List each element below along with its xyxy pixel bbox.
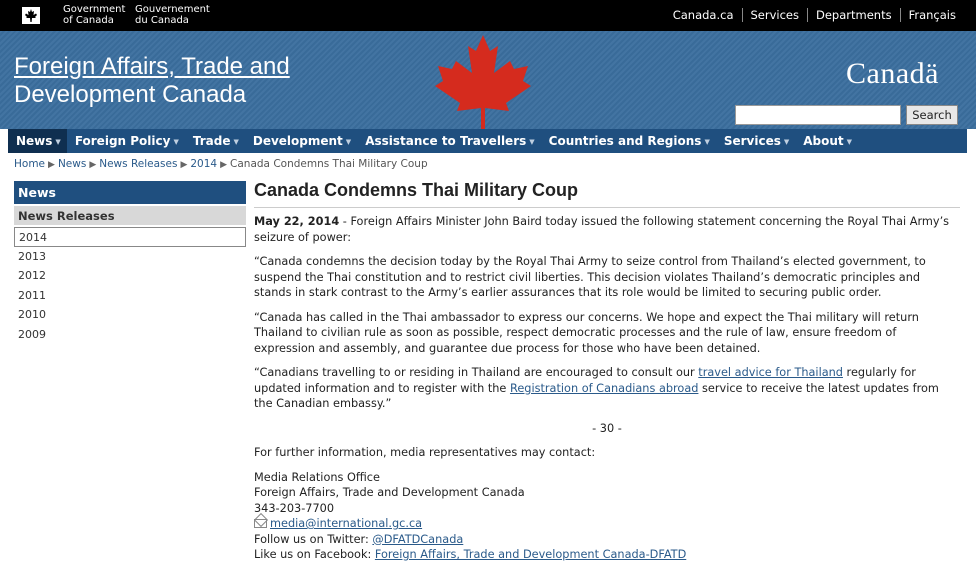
breadcrumb-news-releases[interactable]: News Releases — [99, 158, 178, 170]
nav-foreign-policy[interactable] — [67, 129, 185, 153]
contact-block — [254, 470, 960, 563]
nav-assistance-to-travellers[interactable] — [357, 129, 540, 153]
link-services[interactable]: Services — [742, 8, 808, 22]
gov-name-en-line2: of Canada — [63, 15, 114, 26]
article-intro-text: - Foreign Affairs Minister John Baird today issued the following statement concerning the Royal Thai Army’s seizure of power: — [254, 215, 950, 244]
facebook-label: Like us on Facebook: — [254, 548, 375, 561]
nav-trade-label: Trade — [192, 134, 231, 148]
section-navigation — [14, 181, 246, 344]
nav-countries-and-regions[interactable] — [541, 129, 716, 153]
facebook-link[interactable]: Foreign Affairs, Trade and Development Canada-DFATD — [374, 548, 687, 561]
site-title[interactable] — [14, 53, 290, 109]
section-nav-year-2010[interactable]: 2010 — [18, 308, 46, 321]
section-nav-year-2013[interactable]: 2013 — [18, 249, 46, 263]
breadcrumb-news[interactable]: News — [57, 158, 87, 170]
government-links — [665, 8, 964, 22]
article-content — [254, 178, 960, 563]
contact-office: Media Relations Office — [254, 470, 380, 484]
chevron-down-icon: ▼ — [783, 138, 790, 146]
contact-department: Foreign Affairs, Trade and Development Canada — [254, 486, 525, 499]
travel-advice-link[interactable]: travel advice for Thailand — [698, 366, 843, 379]
article-paragraph-1: “Canada condemns the decision today by the Royal Thai Army to seize control from Thailand’s elected government, to suspend the Thai constitution and to restrict civil liberties. This decision violates Thailand’s democratic principles and stands in stark contrast to the Army’s earlier assurances that its role would be limited to securing public order. — [254, 255, 926, 299]
page-title: Canada Condemns Thai Military Coup — [254, 178, 960, 208]
nav-foreign-policy-label: Foreign Policy — [74, 134, 171, 148]
chevron-right-icon: ▶ — [89, 160, 97, 170]
nav-trade[interactable] — [185, 129, 245, 153]
article-date: May 22, 2014 — [254, 215, 340, 228]
breadcrumb — [14, 158, 428, 170]
canada-flag-icon — [14, 7, 48, 24]
nav-services[interactable] — [716, 129, 795, 153]
section-nav-year-2009[interactable]: 2009 — [18, 327, 46, 341]
canada-wordmark: Canadä — [846, 57, 939, 90]
site-title-line1[interactable]: Foreign Affairs, Trade and — [14, 53, 290, 80]
government-name-en — [63, 4, 125, 26]
chevron-down-icon: ▼ — [846, 138, 853, 146]
gov-name-fr-line1: Gouvernement — [135, 4, 210, 15]
section-nav-subheading[interactable]: News Releases — [14, 206, 246, 225]
facebook-line — [254, 547, 960, 563]
contact-phone: 343-203-7700 — [254, 501, 335, 515]
chevron-down-icon: ▼ — [55, 138, 61, 146]
paragraph-3-text-c: service to receive the latest updates from the Canadian embassy.” — [254, 381, 939, 410]
twitter-label: Follow us on Twitter: — [254, 532, 373, 546]
twitter-link[interactable]: @DFATDCanada — [372, 532, 464, 546]
chevron-down-icon: ▼ — [529, 138, 535, 146]
site-banner — [0, 31, 976, 129]
section-nav-year-2011[interactable]: 2011 — [18, 288, 46, 302]
link-canada-ca[interactable]: Canada.ca — [672, 8, 734, 22]
article-paragraph-3 — [254, 365, 960, 412]
paragraph-3-text-b: regularly for updated information and to register with the — [254, 366, 916, 395]
nav-about-label: About — [803, 134, 844, 148]
chevron-down-icon: ▼ — [233, 138, 239, 146]
nav-countries-label: Countries and Regions — [548, 134, 702, 148]
section-nav-year-2014[interactable]: 2014 — [14, 227, 246, 247]
nav-assistance-label: Assistance to Travellers — [365, 134, 527, 148]
section-nav-year-2012[interactable]: 2012 — [18, 269, 46, 282]
maple-leaf-icon — [428, 31, 538, 129]
breadcrumb-current: Canada Condemns Thai Military Coup — [230, 158, 428, 170]
end-marker: - 30 - — [592, 421, 622, 435]
contact-email-line — [254, 516, 960, 532]
government-name-fr — [135, 4, 210, 26]
article-paragraph-2: “Canada has called in the Thai ambassador to express our concerns. We hope and expect the Thai military will return Thailand to civilian rule as soon as possible, respect democratic processes and the rule of law, ensure freedom of expression and assembly, and guarantee due process for those who have been detained. — [254, 310, 919, 355]
link-francais[interactable]: Français — [900, 8, 964, 22]
gov-name-en-line1: Government — [63, 4, 126, 15]
main-navigation — [8, 129, 967, 153]
search-input[interactable] — [735, 105, 901, 125]
nav-about[interactable] — [795, 129, 858, 153]
site-title-line2[interactable]: Development Canada — [14, 81, 247, 108]
chevron-down-icon: ▼ — [345, 138, 352, 146]
chevron-right-icon: ▶ — [220, 160, 228, 170]
search-button[interactable]: Search — [906, 105, 958, 125]
paragraph-3-text-a: “Canadians travelling to or residing in Thailand are encouraged to consult our — [254, 366, 699, 379]
envelope-icon — [254, 519, 267, 528]
nav-news[interactable] — [8, 129, 67, 153]
gov-name-fr-line2: du Canada — [135, 15, 189, 26]
nav-news-label: News — [16, 134, 53, 148]
chevron-right-icon: ▶ — [48, 160, 55, 170]
breadcrumb-home[interactable]: Home — [14, 158, 46, 170]
nav-development[interactable] — [245, 129, 357, 153]
twitter-line — [254, 532, 960, 548]
breadcrumb-2014[interactable]: 2014 — [190, 158, 218, 170]
nav-development-label: Development — [252, 134, 343, 148]
nav-services-label: Services — [723, 134, 781, 148]
link-departments[interactable]: Departments — [807, 8, 900, 22]
chevron-down-icon: ▼ — [173, 138, 179, 146]
chevron-down-icon: ▼ — [704, 138, 710, 146]
section-nav-heading[interactable]: News — [14, 181, 246, 204]
chevron-right-icon: ▶ — [180, 160, 188, 170]
article-intro — [254, 214, 960, 245]
contact-email-link[interactable]: media@international.gc.ca — [270, 517, 423, 530]
registration-link[interactable]: Registration of Canadians abroad — [509, 381, 699, 395]
contact-intro: For further information, media representatives may contact: — [254, 446, 596, 459]
government-bar — [0, 0, 976, 31]
